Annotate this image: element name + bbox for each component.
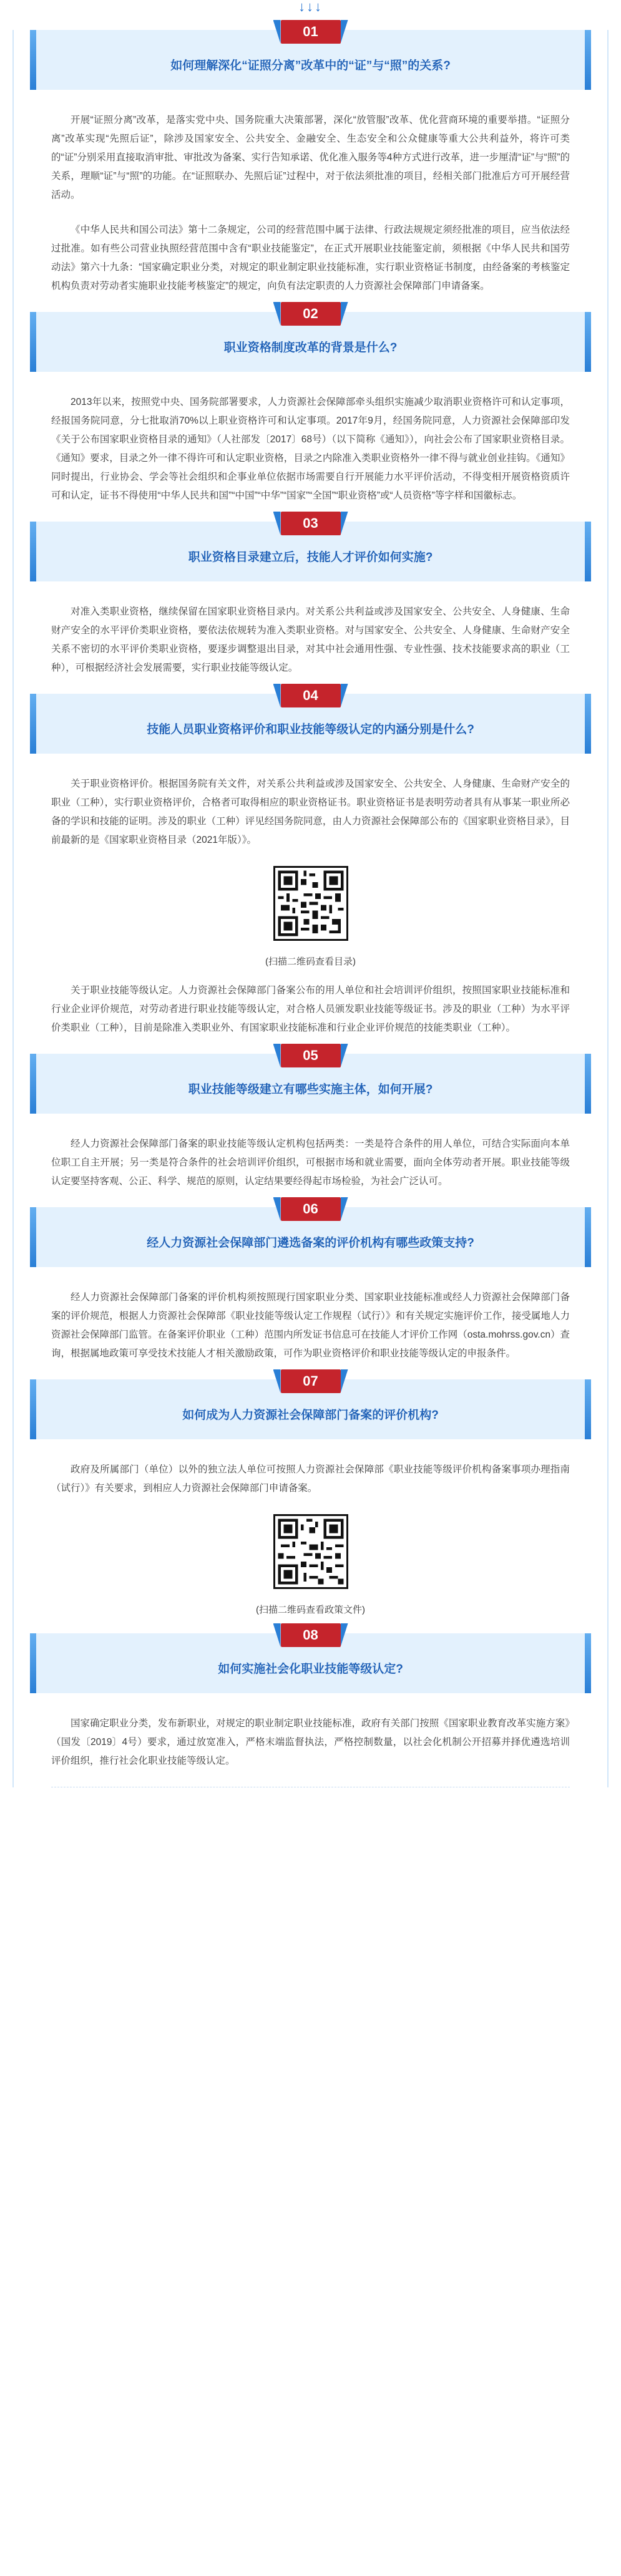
- section-number: 02: [281, 302, 341, 326]
- paragraph: 2013年以来，按照党中央、国务院部署要求，人力资源社会保障部牵头组织实施减少取消职业资格许可和认定事项，经报国务院同意，分七批取消70%以上职业资格许可和认定事项。2017年9月，经国务院同意，人力资源社会保障部印发《关于公布国家职业资格目录的通知》（人社部发〔2017〕68号）（以下简称《通知》），向社会公布了国家职业资格目录。《通知》要求，目录之外一律不得许可和认定职业资格，目录之内除准入类职业资格外一律不得与就业创业挂钩。《通知》同时提出，行业协会、学会等社会组织和企事业单位依据市场需要自行开展能力水平评价活动，不得变相开展资格资质许可和认定，证书不得使用“中华人民共和国”“中国”“中华”“国家”“全国”“职业资格”或“人员资格”等字样和国徽标志。: [51, 397, 570, 501]
- section-title: 如何成为人力资源社会保障部门备案的评价机构?: [182, 1409, 439, 1422]
- section-text: [51, 775, 570, 1038]
- section-02: [14, 306, 607, 505]
- section-number: 04: [281, 684, 341, 707]
- paragraph: 经人力资源社会保障部门备案的职业技能等级认定机构包括两类：一类是符合条件的用人单位，可结合实际面向本单位职工自主开展；另一类是符合条件的社会培训评价组织，可根据市场和就业需要，面向全体劳动者开展。职业技能等级认定要坚持客观、公正、科学、规范的原则，认定结果要经得起市场检验，为社会广泛认可。: [51, 1139, 570, 1187]
- paragraph: 对准入类职业资格，继续保留在国家职业资格目录内。对关系公共利益或涉及国家安全、公共安全、人身健康、生命财产安全的水平评价类职业资格，要依法依规转为准入类职业资格。对与国家安全、公共安全、人身健康、生命财产安全关系不密切的水平评价类职业资格，要逐步调整退出目录，对其中社会通用性强、专业性强、技术技能要求高的职业（工种），可根据经济社会发展需要，实行职业技能等级认定。: [51, 606, 570, 673]
- paragraph: 政府及所属部门（单位）以外的独立法人单位可按照人力资源社会保障部《职业技能等级评价机构备案事项办理指南（试行）》有关要求，到相应人力资源社会保障部门申请备案。: [51, 1464, 570, 1494]
- paragraph: 经人力资源社会保障部门备案的评价机构须按照现行国家职业分类、国家职业技能标准或经人力资源社会保障部门备案的评价规范，根据人力资源社会保障部《职业技能等级认定工作规程（试行）》和有关规定实施评价工作，接受属地人力资源社会保障部门监管。在备案评价职业（工种）范围内所发证书信息可在技能人才评价工作网（osta.mohrss.gov.cn）查询，根据属地政策可享受技术技能人才相关激励政策，可作为职业资格评价和职业技能等级认定的申报条件。: [51, 1292, 570, 1359]
- paragraph: 国家确定职业分类，发布新职业，对规定的职业制定职业技能标准，政府有关部门按照《国家职业教育改革实施方案》（国发〔2019〕4号）要求，通过放宽准入，严格末端监督执法，严格控制数量，以社会化机制公开招募并择优遴选培训评价组织，推行社会化职业技能等级认定。: [51, 1718, 570, 1766]
- section-07: [14, 1373, 607, 1620]
- paragraph: 《中华人民共和国公司法》第十二条规定，公司的经营范围中属于法律、行政法规规定须经批准的项目，应当依法经过批准。如有些公司营业执照经营范围中含有“职业技能鉴定”，在正式开展职业技能鉴定前，须根据《中华人民共和国劳动法》第六十九条：“国家确定职业分类，对规定的职业制定职业技能标准，实行职业资格证书制度，由经备案的考核鉴定机构负责对劳动者实施职业技能考核鉴定”的规定，向负有法定职责的人力资源社会保障部门申请备案。: [51, 225, 570, 291]
- header-bar-right: [585, 1379, 591, 1439]
- section-header: [30, 515, 591, 581]
- section-header: [30, 688, 591, 754]
- section-text: [51, 111, 570, 296]
- section-header: [30, 24, 591, 90]
- section-header: [30, 1373, 591, 1439]
- section-title: 技能人员职业资格评价和职业技能等级认定的内涵分别是什么?: [147, 723, 474, 736]
- paragraph: 关于职业技能等级认定。人力资源社会保障部门备案公布的用人单位和社会培训评价组织，按照国家职业技能标准和行业企业评价规范，对劳动者进行职业技能等级认定，对合格人员颁发职业技能等级证书。涉及的职业（工种）为水平评价类职业（工种），目前是除准入类职业外、有国家职业技能标准和行业企业评价规范的技能类职业（工种）。: [51, 985, 570, 1033]
- section-04: [14, 688, 607, 1038]
- section-text: [51, 1135, 570, 1191]
- section-05: [14, 1047, 607, 1191]
- section-number: 08: [281, 1623, 341, 1647]
- section-header: [30, 306, 591, 372]
- section-text: [51, 603, 570, 678]
- section-number: 06: [281, 1197, 341, 1221]
- section-text: [51, 393, 570, 505]
- header-bar-left: [30, 1054, 36, 1114]
- section-title: 如何理解深化“证照分离”改革中的“证”与“照”的关系?: [170, 59, 451, 72]
- section-title: 职业资格制度改革的背景是什么?: [223, 341, 398, 354]
- section-title: 经人力资源社会保障部门遴选备案的评价机构有哪些政策支持?: [147, 1237, 474, 1250]
- section-number: 01: [281, 20, 341, 44]
- section-text: [51, 1288, 570, 1363]
- qr-caption: (扫描二维码查看政策文件): [256, 1605, 365, 1615]
- section-header: [30, 1201, 591, 1267]
- header-bar-left: [30, 522, 36, 581]
- section-number: 05: [281, 1044, 341, 1067]
- header-bar-right: [585, 522, 591, 581]
- section-number: 07: [281, 1369, 341, 1393]
- section-title: 如何实施社会化职业技能等级认定?: [218, 1663, 403, 1676]
- section-06: [14, 1201, 607, 1363]
- qr-code-wrapper: [51, 866, 570, 948]
- article-body: [12, 24, 609, 1787]
- header-bar-left: [30, 30, 36, 90]
- section-title: 职业资格目录建立后，技能人才评价如何实施?: [188, 551, 433, 564]
- header-bar-right: [585, 30, 591, 90]
- qr-code-icon[interactable]: [273, 1514, 348, 1589]
- header-bar-left: [30, 1207, 36, 1267]
- header-bar-right: [585, 1633, 591, 1693]
- section-number: 03: [281, 512, 341, 535]
- header-bar-left: [30, 1379, 36, 1439]
- qr-caption: (扫描二维码查看目录): [265, 956, 356, 967]
- header-bar-right: [585, 1054, 591, 1114]
- header-bar-left: [30, 1633, 36, 1693]
- section-text: [51, 1461, 570, 1620]
- header-bar-right: [585, 312, 591, 372]
- section-03: [14, 515, 607, 678]
- header-bar-right: [585, 1207, 591, 1267]
- section-header: [30, 1627, 591, 1693]
- section-header: [30, 1047, 591, 1114]
- section-01: [14, 24, 607, 296]
- section-08: [14, 1627, 607, 1787]
- paragraph: 关于职业资格评价。根据国务院有关文件，对关系公共利益或涉及国家安全、公共安全、人身健康、生命财产安全的职业（工种），实行职业资格评价，合格者可取得相应的职业资格证书。职业资格证书是表明劳动者具有从事某一职业所必备的学识和技能的证明。涉及的职业（工种）评见经国务院同意，由人力资源社会保障部公布的《国家职业资格目录》，目前最新的是《国家职业资格目录（2021年版）》。: [51, 779, 570, 845]
- header-bar-right: [585, 694, 591, 754]
- header-bar-left: [30, 312, 36, 372]
- qr-code-wrapper: [51, 1514, 570, 1596]
- header-bar-left: [30, 694, 36, 754]
- section-text: [51, 1714, 570, 1771]
- paragraph: 开展“证照分离”改革，是落实党中央、国务院重大决策部署，深化“放管服”改革、优化营商环境的重要举措。“证照分离”改革实现“先照后证”，除涉及国家安全、公共安全、金融安全、生态安全和公众健康等重大公共利益外，将许可类的“证”分别采用直接取消审批、审批改为备案、实行告知承诺、优化准入服务等4种方式进行改革，进一步厘清“证”与“照”的关系，理顺“证”与“照”的功能。在“证照联办、先照后证”过程中，对于依法须批准的项目，经相关部门批准后方可开展经营活动。: [51, 115, 570, 200]
- top-arrows: ↓↓↓: [298, 0, 323, 14]
- section-title: 职业技能等级建立有哪些实施主体，如何开展?: [188, 1083, 433, 1096]
- qr-code-icon[interactable]: [273, 866, 348, 941]
